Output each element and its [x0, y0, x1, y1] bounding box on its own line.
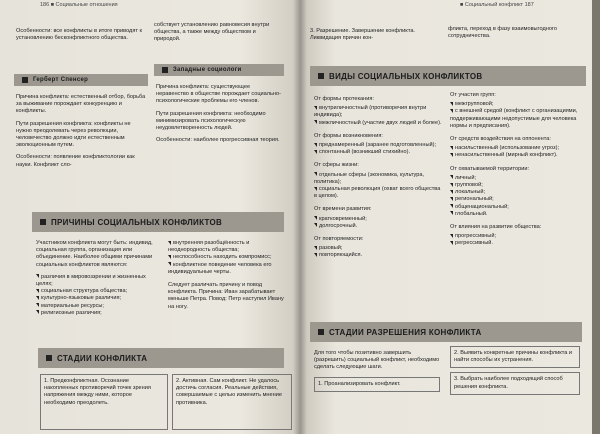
types-left-col [314, 96, 442, 260]
resolution-left-col [314, 350, 442, 392]
bullet-arrow-icon [450, 241, 453, 245]
bullet-arrow-icon [314, 246, 317, 250]
heading-types [310, 66, 586, 86]
list-item: групповой; [450, 182, 582, 189]
list-item: религиозные различия; [36, 310, 162, 317]
heading-causes [32, 212, 284, 232]
causes-list-left [36, 274, 162, 317]
bullet-arrow-icon [36, 303, 39, 307]
bullet-arrow-icon [36, 310, 39, 314]
bullet-arrow-icon [36, 289, 39, 293]
heading-resolution-text: СТАДИИ РАЗРЕШЕНИЯ КОНФЛИКТА [329, 327, 482, 337]
left-col2-p3: Пути разрешения конфликта: необходимо минимизировать психологическую неудовлетворенность людей. [156, 110, 266, 132]
left-col1-p1: Особенности: все конфликты в итоге приводят к установлению бесконфликтного общества. [16, 28, 142, 42]
heading-bullet-icon [22, 77, 28, 83]
bullet-arrow-icon [450, 153, 453, 157]
types-right-col [450, 92, 582, 248]
bullet-arrow-icon [168, 262, 171, 266]
bullet-arrow-icon [36, 296, 39, 300]
bullet-arrow-icon [450, 102, 453, 106]
bullet-arrow-icon [450, 190, 453, 194]
resolution-step-3: 3. Выбрать наиболее подходящий способ решения конфликта. [454, 376, 563, 390]
resolution-step-2: 2. Выявить конкретные причины конфликта и найти способы их устранения. [454, 350, 573, 364]
heading-spencer [14, 74, 148, 86]
list-item: долгосрочный. [314, 223, 442, 230]
heading-stages [38, 348, 284, 368]
bullet-arrow-icon [314, 172, 317, 176]
list-item: различия в мировоззрении и жизненных целях; [36, 273, 146, 288]
right-intro-right [448, 26, 582, 45]
causes-left-col [36, 240, 162, 317]
resolution-stage-3-cont: фликта, переход в фазу взаимовыгодного сотрудничества. [448, 26, 557, 40]
resolution-step-3-box [450, 372, 580, 394]
list-item: локальный; [450, 189, 582, 196]
bullet-arrow-icon [450, 109, 453, 113]
bullet-arrow-icon [168, 241, 171, 245]
list-item: личный; [450, 175, 582, 182]
left-running-head: 186 ■ Социальные отношения [40, 2, 118, 8]
heading-bullet-icon [46, 355, 52, 361]
left-col1-p4: Особенности: появление конфликтологии как науки. Конфликт сло- [16, 154, 135, 168]
list-item: преднамеренный (заранее подготовленный); [314, 142, 442, 149]
left-col2 [154, 22, 282, 49]
types-time-label: От времени развития: [314, 206, 372, 213]
list-item: ненасильственный (мирный конфликт). [450, 152, 582, 159]
list-item: межгрупповой; [450, 101, 582, 108]
stage-2-box [172, 374, 292, 430]
resolution-intro: Для того чтобы позитивно завершить (разрешить) социальный конфликт, необходимо сделать следующие шаги. [314, 350, 440, 371]
list-item: культурно-языковые различия; [36, 295, 162, 302]
heading-west [154, 64, 284, 76]
types-progress-label: От влияния на развитие общества: [450, 224, 542, 231]
list-item: внутриличностный (противоречия внутри индивида); [314, 105, 427, 119]
list-item: конфликтное поведение человека его индивидуальные черты. [168, 261, 272, 275]
left-col2-p4: Особенности: наиболее прогрессивная теория. [156, 137, 280, 144]
bullet-arrow-icon [314, 223, 317, 227]
bullet-arrow-icon [450, 211, 453, 215]
types-sphere-label: От сферы жизни: [314, 162, 359, 169]
types-flow-label: От формы протекания: [314, 96, 374, 102]
resolution-step-1-box [314, 377, 440, 392]
right-page [300, 0, 600, 434]
left-col1 [16, 28, 146, 47]
bullet-arrow-icon [314, 187, 317, 191]
list-item: разовый; [314, 245, 442, 252]
causes-intro: Участником конфликта могут быть: индивид, социальная группа, организация или объединение. Наиболее общими причинами социальных конфликтов являются: [36, 240, 153, 268]
bullet-arrow-icon [450, 234, 453, 238]
bullet-arrow-icon [36, 274, 39, 278]
resolution-stage-3-text: 3. Разрешение. Завершение конфликта. Ликвидация причин кон- [310, 28, 415, 42]
left-col2-body [156, 84, 282, 149]
heading-types-text: ВИДЫ СОЦИАЛЬНЫХ КОНФЛИКТОВ [329, 71, 483, 81]
right-running-head: ■ Социальный конфликт 187 [460, 2, 534, 8]
list-item: насильственный (использование угроз); [450, 145, 582, 152]
book-gutter [293, 0, 307, 434]
list-item: отдельные сферы (экономика, культура, политика); [314, 171, 425, 185]
resolution-step-1: 1. Проанализировать конфликт. [318, 380, 401, 387]
heading-bullet-icon [40, 219, 46, 225]
bullet-arrow-icon [314, 216, 317, 220]
left-col1-body [16, 94, 146, 174]
resolution-right-col [450, 346, 580, 395]
list-item: повторяющийся. [314, 252, 442, 259]
bullet-arrow-icon [450, 183, 453, 187]
stage-2-text: 2. Активная. Сам конфликт. Не удалось достичь согласия. Реальные действия, совершаемые с целью изменить мнение противника. [176, 378, 282, 406]
list-item: социальная структура общества; [36, 288, 162, 295]
list-item: с внешней средой (конфликт с организациями, поддерживающими недопустимые для человека нормы и предписания). [450, 108, 578, 129]
list-item: кратковременный; [314, 216, 442, 223]
stage-1-text: 1. Предконфликтная. Осознание накопленных противоречий точек зрения напряжения между ними, которое необходимо преодолеть. [44, 378, 151, 406]
types-groups-label: От участия групп: [450, 92, 496, 98]
list-item: межличностный (участие двух людей и более). [314, 120, 442, 127]
types-means-label: От средств воздействия на оппонента: [450, 136, 551, 143]
heading-stages-text: СТАДИИ КОНФЛИКТА [57, 353, 148, 363]
types-repeat-label: От повторяемости: [314, 236, 364, 243]
bullet-arrow-icon [168, 255, 171, 259]
resolution-step-2-box [450, 346, 580, 368]
list-item: регрессивный. [450, 240, 582, 247]
list-item: глобальный. [450, 211, 582, 218]
bullet-arrow-icon [450, 204, 453, 208]
bullet-arrow-icon [450, 146, 453, 150]
list-item: спонтанный (возникший стихийно). [314, 149, 442, 156]
right-page-edge [592, 0, 600, 434]
left-col2-p2: Причина конфликта: существующее неравенство в обществе порождает социально-психологические проблемы его членов. [156, 84, 281, 105]
list-item: социальная революция (охват всего общества в целом). [314, 186, 441, 200]
heading-resolution [310, 322, 582, 342]
list-item: неспособность находить компромисс; [168, 254, 286, 261]
heading-bullet-icon [162, 67, 168, 73]
types-origin-label: От формы возникновения: [314, 132, 383, 139]
bullet-arrow-icon [314, 143, 317, 147]
types-territory-label: От охватываемой территории: [450, 165, 530, 172]
right-intro-left [310, 28, 438, 47]
list-item: региональный; [450, 196, 582, 203]
stage-1-box [40, 374, 168, 430]
left-col1-p2: Причина конфликта: естественный отбор, борьба за выживание порождает конкуренцию и конфликты. [16, 94, 146, 115]
bullet-arrow-icon [450, 175, 453, 179]
causes-right-col [168, 240, 286, 316]
list-item: внутренняя разобщённость и неоднородность общества; [168, 240, 250, 254]
list-item: общенациональный; [450, 204, 582, 211]
heading-west-text: Западные социологи [173, 67, 242, 73]
bullet-arrow-icon [450, 197, 453, 201]
list-item: прогрессивный; [450, 233, 582, 240]
causes-note: Следует различать причину и повод конфликта. Причина: Иван зарабатывает меньше Петра. Повод: Петр наступил Ивану на ногу. [168, 282, 284, 310]
heading-spencer-text: Герберт Спенсер [33, 77, 89, 83]
heading-bullet-icon [318, 73, 324, 79]
left-col2-p1: собствует установлению равновесия внутри общества, а также между обществом и природой. [154, 22, 270, 43]
bullet-arrow-icon [314, 120, 317, 124]
list-item: материальные ресурсы; [36, 303, 162, 310]
heading-causes-text: ПРИЧИНЫ СОЦИАЛЬНЫХ КОНФЛИКТОВ [51, 217, 223, 227]
bullet-arrow-icon [314, 106, 317, 110]
bullet-arrow-icon [314, 253, 317, 257]
heading-bullet-icon [318, 329, 324, 335]
bullet-arrow-icon [314, 150, 317, 154]
left-col1-p3: Пути разрешения конфликта: конфликты не нужно преодолевать через революции, человечество должно идти естественным эволюционным путем. [16, 120, 131, 149]
